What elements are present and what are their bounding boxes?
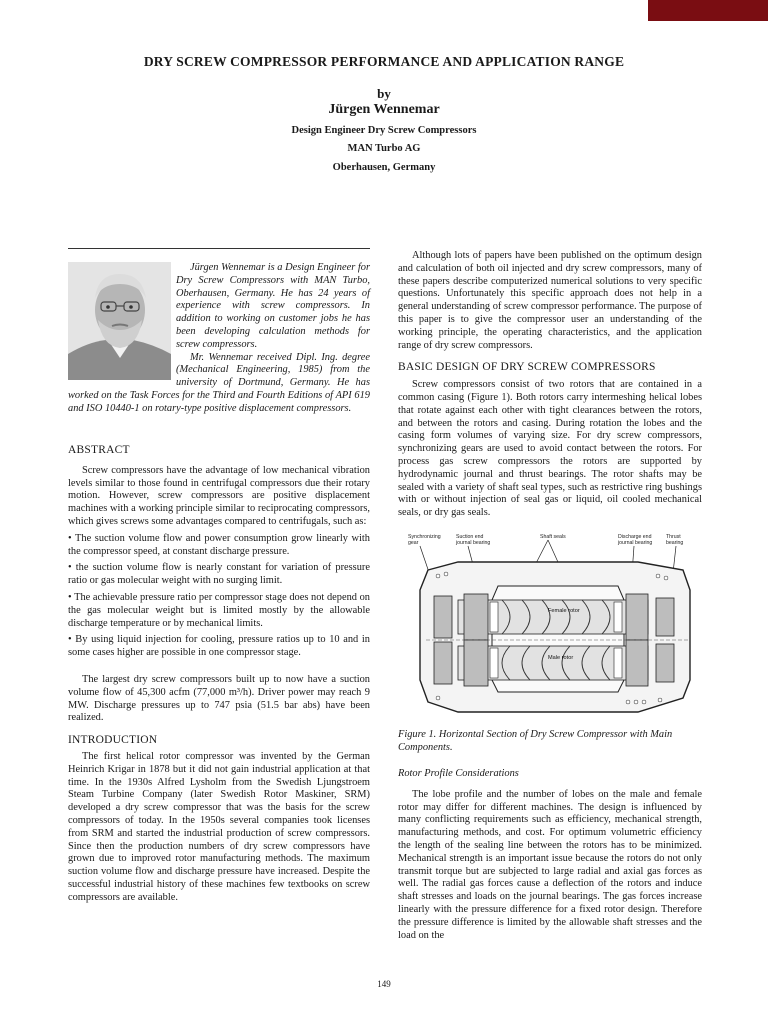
figure-caption: Figure 1. Horizontal Section of Dry Screw Compressor with Main Components. [398, 729, 673, 753]
page-number: 149 [377, 979, 391, 989]
introduction-heading: INTRODUCTION [68, 734, 158, 747]
label-sync-gear-line1: Synchronizing [408, 534, 441, 540]
abstract-intro: Screw compressors have the advantage of low mechanical vibration levels similar to those found in centrifugal compressors due their rotary motion. However, screw compressors are positive displacement machines with a working principle similar to reciprocating compressors, which gives screws some advantages compared to centrifugals, such as: [68, 464, 370, 527]
rotor-profile-heading: Rotor Profile Considerations [398, 768, 519, 779]
abstract-bullet-4: • By using liquid injection for cooling, pressure ratios up to 10 and in some cases higher are possible in one compressor stage. [68, 634, 370, 659]
label-female-rotor: Female rotor [548, 608, 580, 614]
abstract-closing: The largest dry screw compressors built up to now have a suction volume flow of 45,300 acfm (77,000 m³/h). Driver power may reach 9 MW. Discharge pressures up to 747 psia (51.5 bar abs) have been realized. [68, 673, 370, 724]
abstract-bullet-2: • the suction volume flow is nearly constant for variation of pressure ratio or gas molecular weight with no surging limit. [68, 562, 370, 587]
author-name: Jürgen Wennemar [328, 102, 440, 117]
rotor-profile-text: The lobe profile and the number of lobes on the male and female rotor may differ for different machines. The design is influenced by many conflicting requirements such as efficiency, mechanical strength, manufacturing methods, and cost. For optimum volumetric efficiency the length of the sealing line between the rotors has to be minimized. Mechanical strength is an important issue because the rotors do not only transmit torque but are subjected to large radial and axial gas forces as well. The radial gas forces cause a deflection of the rotors and induce shaft stresses and loads on the journal bearings. The gas forces increase linearly with the pressure difference for a fixed rotor design. Therefore the pressure difference is limited by the allowable shaft stresses and the load on the [398, 788, 702, 941]
label-suction-bearing-line1: Suction end [456, 534, 484, 540]
affiliation-role: Design Engineer Dry Screw Compressors [291, 125, 477, 136]
bio-paragraph-1: Jürgen Wennemar is a Design Engineer for Dry Screw Compressors with MAN Turbo, Oberhausen, Germany. He has 24 years of experience with screw compressors. In addition to working on customer jobs he has been developing calculation methods for screw compressors. [176, 262, 370, 350]
paper-title: DRY SCREW COMPRESSOR PERFORMANCE AND APPLICATION RANGE [143, 54, 625, 69]
figure-compressor-section [398, 530, 702, 726]
label-thrust-bearing-line2: bearing [666, 540, 684, 546]
label-suction-bearing-line2: journal bearing [456, 540, 491, 546]
right-column-top [398, 250, 702, 520]
author-photo [68, 262, 171, 380]
label-discharge-bearing-line1: Discharge end [618, 534, 652, 540]
abstract-bullet-3: • The achievable pressure ratio per compressor stage does not depend on the gas molecular weight but is limited mostly by the allowable discharge temperature or by mechanical limits. [68, 591, 370, 629]
label-thrust-bearing-line1: Thrust [666, 534, 681, 540]
right-intro-text: Although lots of papers have been published on the optimum design and calculation of both oil injected and dry screw compressors, many of these papers describe computerized numerical solutions to very specific questions. Unfortunately this specific approach does not help in a general understanding of screw compressor performance. The purpose of this paper is to give the compressor user an understanding of the working principle, the operating characteristics, and the application range of dry screw compressors. [398, 250, 702, 351]
bio-top-rule [68, 248, 370, 249]
page-corner-accent [648, 0, 768, 21]
label-sync-gear-line2: gear [408, 540, 419, 546]
by-line: by [377, 86, 391, 101]
introduction-text: The first helical rotor compressor was invented by the German Heinrich Krigar in 1878 but it did not gain industrial application at that time. In the 1930s Alfred Lysholm from the Swedish Ljungstroem Steam Turbine Company (later Swedish Rotor Maskiner, SRM) developed a dry screw compressor that was the basis for the screw compressors of today. In the 1950s several companies took licenses from SRM and started the industrial production of screw compressors. Since then the production numbers of dry screw compressors have grown due to improved rotor manufacturing methods. The maximum suction volume flow and discharge pressure have increased. Despite the successful industrial history of these machines few textbooks on screw compressors are available. [68, 750, 370, 903]
right-column-bottom [398, 768, 702, 942]
label-discharge-bearing-line2: journal bearing [618, 540, 653, 546]
basic-design-text: Screw compressors consist of two rotors that are contained in a common casing (Figure 1). Both rotors carry intermeshing helical lobes that rotate against each other with tight clearances between the rotors, and between the rotors and casing. During rotation the lobes and the casing form volumes of varying size. For dry screw compressors, synchronizing gears are used to avoid contact between the rotors. For process gas screw compressors the rotors are supported by hydrodynamic journal and thrust bearings. The rotor shafts may be sealed with a variety of shaft seal types, such as restrictive ring bushings with or without injection of seal gas or liquid, oil cooled mechanical seals, or dry gas seals. [398, 379, 702, 519]
bio-paragraph-2: Mr. Wennemar received Dipl. Ing. degree (Mechanical Engineering, 1985) from the university of Dortmund, Germany. He has worked on the Task Forces for the Third and Fourth Editions of API 619 and ISO 10440-1 on rotary-type positive displacement compressors. [68, 351, 370, 414]
abstract-heading: ABSTRACT [68, 444, 130, 456]
abstract-bullet-1: • The suction volume flow and power consumption grow linearly with the compressor speed, at constant discharge pressure. [68, 532, 370, 557]
label-male-rotor: Male rotor [548, 655, 574, 661]
affiliation-company: MAN Turbo AG [347, 143, 421, 154]
label-shaft-seals: Shaft seals [540, 534, 566, 540]
affiliation-location: Oberhausen, Germany [332, 162, 436, 173]
basic-design-heading: BASIC DESIGN OF DRY SCREW COMPRESSORS [398, 361, 656, 374]
left-column [68, 444, 370, 905]
